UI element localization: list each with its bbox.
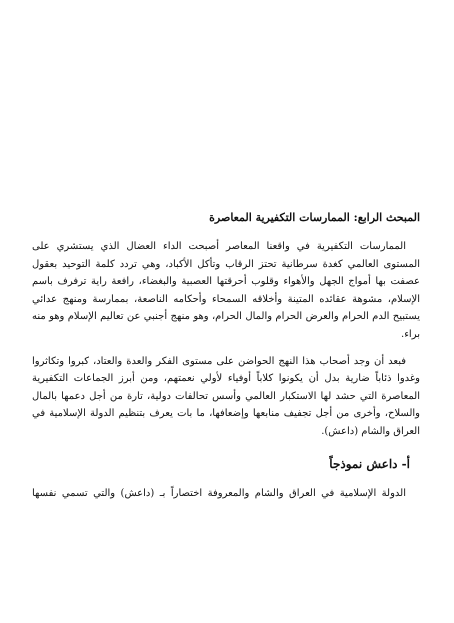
paragraph-2: فبعد أن وجد أصحاب هذا النهج الحواضن على مستوى الفكر والعدة والعتاد، كبروا وتكاثروا وغدوا ذئاباً ضارية بدل أن يكونوا كلاباً أوفياء لأولي نعمتهم، ومن أبرز الجماعات التكفيرية المعاصرة التي حشد لها الاستكبار العالمي وأسس تحالفات دولية، تارة من أجل دعمها بالمال والسلاح، وأخرى من أجل تجفيف منابعها وإضعافها، ما بات يعرف بتنظيم الدولة الإسلامية في العراق والشام (داعش). bbox=[32, 355, 420, 437]
paragraph-3: الدولة الإسلامية في العراق والشام والمعروفة اختصاراً بـ (داعش) والتي تسمي نفسها bbox=[32, 487, 406, 499]
subsection-heading: أ- داعش نموذجاً bbox=[329, 456, 410, 471]
section-heading: المبحث الرابع: الممارسات التكفيرية المعاصرة bbox=[209, 211, 420, 224]
paragraph-1: الممارسات التكفيرية في واقعنا المعاصر أصبحت الداء العضال الذي يستشري على المستوى العالمي كغدة سرطانية تحتز الرقاب وتأكل الأكباد، وهي تردد كلمة التوحيد بعقول عصفت بها أمواج الجهل والأهواء وقلوب أحرقتها العصبية والبغضاء، رافعة راية ترفرف باسم الإسلام، مشوهة عقائده المتينة وأخلاقه السمحاء وأحكامه الناصعة، بممارسة ومنهج عدائي يستبيح الدم الحرام والعرض الحرام والمال الحرام، وهو منهج أجنبي عن تعاليم الإسلام وهو منه براء. bbox=[32, 241, 420, 340]
